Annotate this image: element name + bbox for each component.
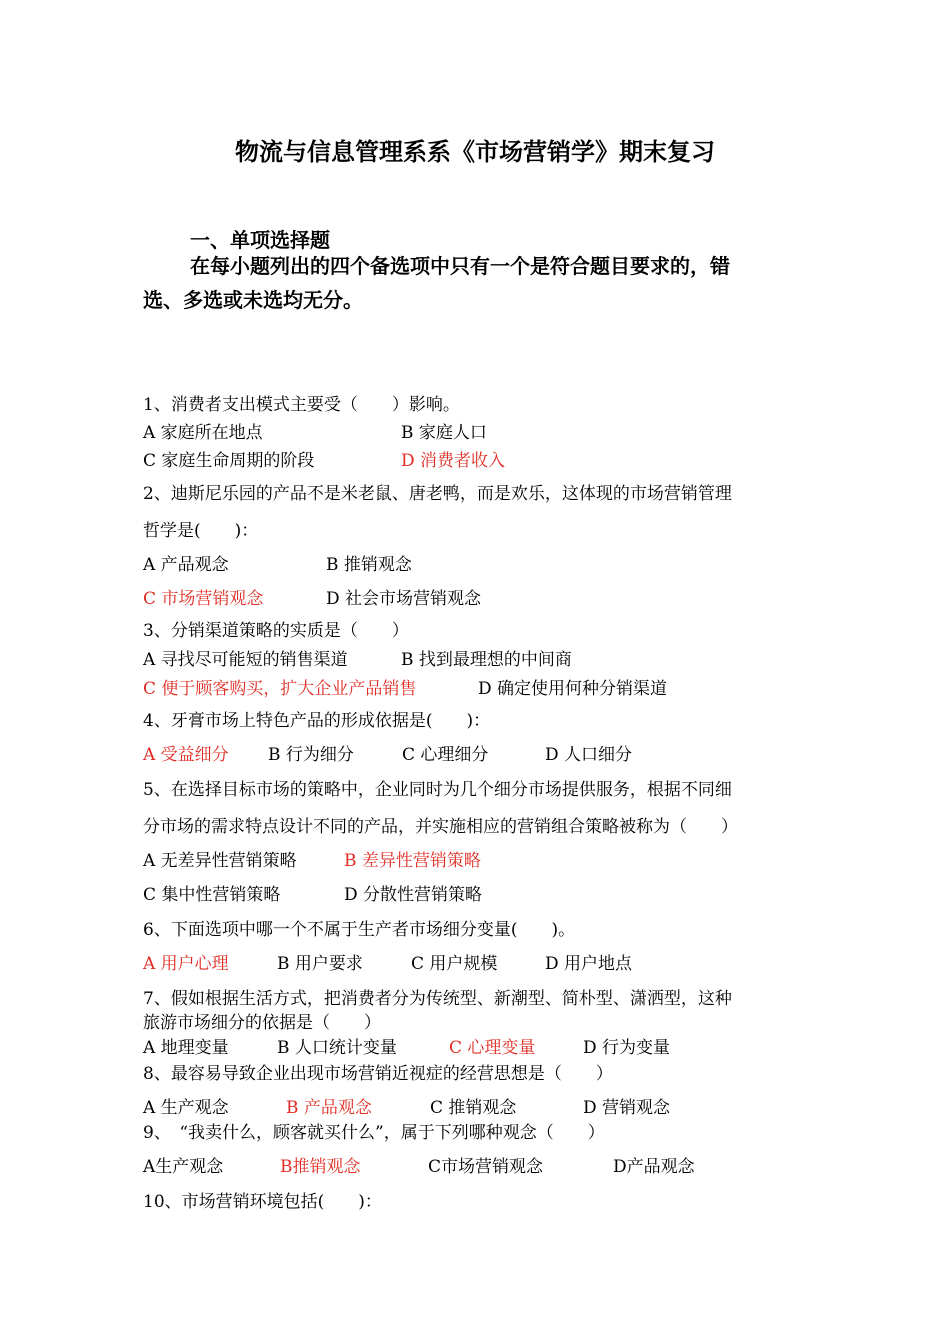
option: D 营销观念 [583, 1098, 671, 1118]
correct-answer-option: B 产品观念 [286, 1098, 372, 1118]
option: A 地理变量 [143, 1038, 229, 1058]
option: D 用户地点 [545, 954, 633, 974]
correct-answer-option: C 心理变量 [449, 1038, 536, 1058]
option: D 人口细分 [545, 745, 633, 765]
question-1-stem: 1、消费者支出模式主要受（ ）影响。 [143, 395, 460, 415]
instruction-line-1: 在每小题列出的四个备选项中只有一个是符合题目要求的，错 [190, 254, 730, 278]
option: B 用户要求 [277, 954, 363, 974]
question-8-stem: 8、最容易导致企业出现市场营销近视症的经营思想是（ ） [143, 1064, 613, 1084]
correct-answer-option: C 便于顾客购买，扩大企业产品销售 [143, 679, 417, 699]
correct-answer-option: B推销观念 [280, 1157, 361, 1177]
option: A 产品观念 [143, 555, 229, 575]
question-4-stem: 4、牙膏市场上特色产品的形成依据是( )： [143, 711, 491, 731]
option: C 心理细分 [402, 745, 489, 765]
option: C市场营销观念 [428, 1157, 544, 1177]
question-7-stem-line-2: 旅游市场细分的依据是（ ） [143, 1013, 381, 1033]
question-5-stem-line-1: 5、在选择目标市场的策略中，企业同时为几个细分市场提供服务，根据不同细 [143, 780, 732, 800]
document-title: 物流与信息管理系系《市场营销学》期末复习 [235, 138, 715, 166]
option: B 家庭人口 [401, 423, 487, 443]
option: D 社会市场营销观念 [326, 589, 482, 609]
question-7-stem-line-1: 7、假如根据生活方式，把消费者分为传统型、新潮型、简朴型、潇洒型，这种 [143, 989, 732, 1009]
option: D 分散性营销策略 [344, 885, 483, 905]
question-2-stem-line-1: 2、迪斯尼乐园的产品不是米老鼠、唐老鸭，而是欢乐，这体现的市场营销管理 [143, 484, 732, 504]
option: D产品观念 [613, 1157, 695, 1177]
correct-answer-option: D 消费者收入 [401, 451, 506, 471]
question-5-stem-line-2: 分市场的需求特点设计不同的产品，并实施相应的营销组合策略被称为（ ） [143, 817, 738, 837]
option: B 推销观念 [326, 555, 412, 575]
correct-answer-option: C 市场营销观念 [143, 589, 264, 609]
instruction-line-2: 选、多选或未选均无分。 [143, 288, 363, 312]
section-heading: 一、单项选择题 [190, 228, 330, 252]
option: B 找到最理想的中间商 [401, 650, 572, 670]
option: A 生产观念 [143, 1098, 229, 1118]
correct-answer-option: A 受益细分 [143, 745, 229, 765]
option: C 推销观念 [430, 1098, 517, 1118]
option: D 行为变量 [583, 1038, 671, 1058]
option: C 集中性营销策略 [143, 885, 281, 905]
question-3-stem: 3、分销渠道策略的实质是（ ） [143, 621, 409, 641]
correct-answer-option: A 用户心理 [143, 954, 229, 974]
option: D 确定使用何种分销渠道 [478, 679, 668, 699]
option: A 无差异性营销策略 [143, 851, 297, 871]
option: A 家庭所在地点 [143, 423, 263, 443]
option: B 行为细分 [268, 745, 354, 765]
question-2-stem-line-2: 哲学是( )： [143, 521, 259, 541]
question-9-stem: 9、 “我卖什么，顾客就买什么”，属于下列哪种观念（ ） [143, 1123, 605, 1143]
option: C 家庭生命周期的阶段 [143, 451, 315, 471]
option: B 人口统计变量 [277, 1038, 397, 1058]
question-10-stem: 10、市场营销环境包括( )： [143, 1192, 382, 1212]
option: C 用户规模 [411, 954, 498, 974]
option: A 寻找尽可能短的销售渠道 [143, 650, 348, 670]
question-6-stem: 6、下面选项中哪一个不属于生产者市场细分变量( )。 [143, 920, 576, 940]
correct-answer-option: B 差异性营销策略 [344, 851, 481, 871]
option: A生产观念 [143, 1157, 224, 1177]
